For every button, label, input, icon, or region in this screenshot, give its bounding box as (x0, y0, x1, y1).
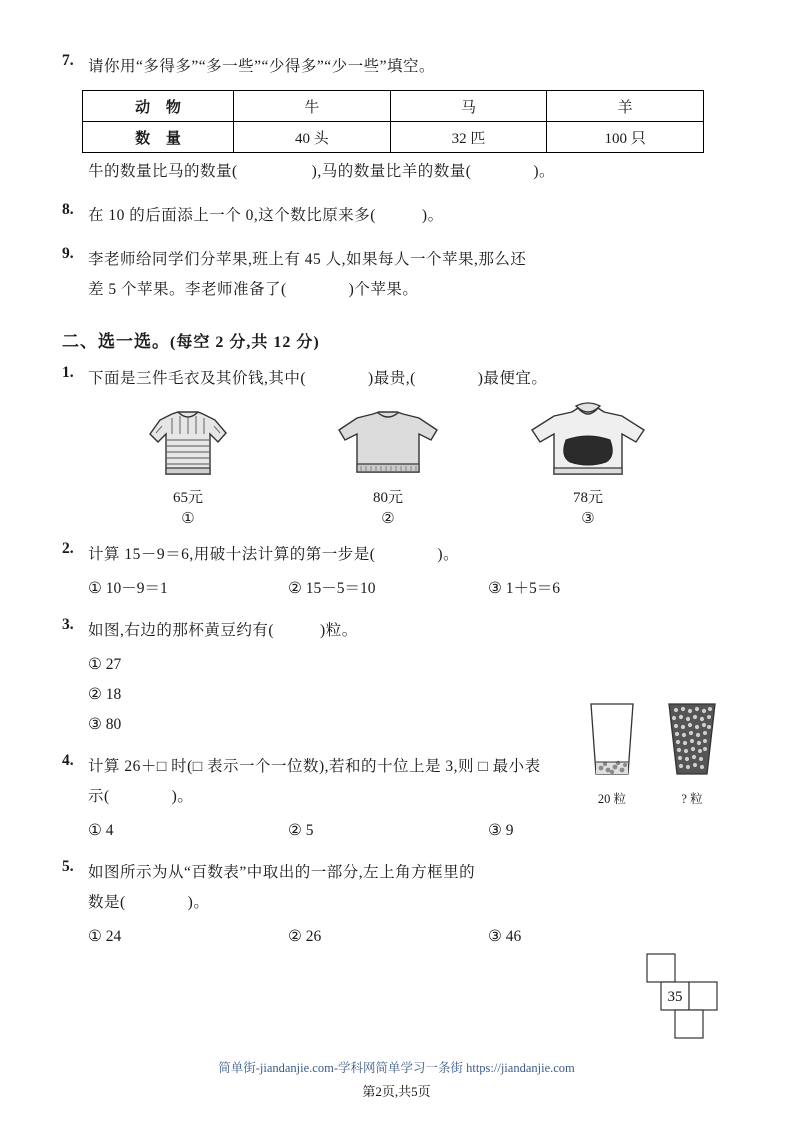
choice-5-options (88, 922, 688, 952)
choice-2-options (88, 574, 688, 604)
option-item[interactable]: ② 18 (88, 686, 122, 703)
option-item[interactable]: ③ 9 (488, 822, 514, 839)
question-9 (62, 245, 735, 305)
choice-4-options (88, 816, 688, 846)
choice-1-text-a: 下面是三件毛衣及其价钱,其中( (88, 370, 307, 387)
hundred-chart-fragment (645, 952, 731, 1049)
table-cell-sheep-value: 100 只 (547, 122, 704, 153)
table-cell-cow-value: 40 头 (234, 122, 391, 153)
option-item[interactable]: ① 27 (88, 656, 122, 673)
choice-5-line2-b: )。 (187, 894, 210, 911)
question-9-line2-b: )个苹果。 (348, 281, 419, 298)
footer-site: 简单街-jiandanjie.com-学科网简单学习一条街 https://jiandanjie.com (218, 1061, 575, 1075)
question-8 (62, 201, 735, 231)
choice-2-text-b: )。 (437, 546, 460, 563)
table-cell-col-cow: 牛 (234, 91, 391, 122)
glass-right (663, 700, 721, 807)
choice-1-text-b: )最贵,( (368, 370, 416, 387)
option-item[interactable]: ① 24 (88, 928, 122, 945)
choice-3-text-b: )粒。 (320, 622, 358, 639)
question-7 (62, 52, 735, 82)
choice-2-number: 2. (62, 540, 74, 557)
question-9-line2 (88, 275, 735, 305)
sweater-index-2: ② (381, 511, 395, 527)
footer-pageno: 第2页,共5页 (362, 1084, 431, 1099)
table-cell-col-horse: 马 (390, 91, 547, 122)
question-7-fill-line (88, 157, 735, 187)
question-7-sentence-a: 牛的数量比马的数量( (88, 163, 238, 180)
sweater-icon (88, 400, 288, 480)
option-item[interactable]: ③ 46 (488, 928, 522, 945)
choice-5-line2-a: 数是( (88, 894, 126, 911)
option-item[interactable]: ② 15－5＝10 (288, 580, 376, 597)
table-cell-animal-label: 动 物 (83, 91, 234, 122)
table-row-header (83, 91, 704, 122)
option-item[interactable]: ② 26 (288, 928, 322, 945)
sweater-index-3: ③ (581, 511, 595, 527)
question-7-text: 请你用“多得多”“多一些”“少得多”“少一些”填空。 (88, 58, 436, 75)
option-item[interactable]: ③ 80 (88, 716, 122, 733)
choice-1-text-c: )最便宜。 (477, 370, 548, 387)
sweater-index-1: ① (181, 511, 195, 527)
question-7-sentence-c: )。 (533, 163, 556, 180)
choice-2 (62, 540, 735, 570)
choice-4-line2-b: )。 (171, 788, 194, 805)
sweater-icon (288, 400, 488, 480)
question-8-number: 8. (62, 201, 74, 218)
choice-4-number: 4. (62, 752, 74, 769)
choice-4-line2-a: 示( (88, 788, 110, 805)
choice-5-number: 5. (62, 858, 74, 875)
sweater-item-1 (88, 400, 288, 528)
glass-right-label: ? 粒 (681, 792, 703, 806)
choice-4-line1: 计算 26＋□ 时(□ 表示一个一位数),若和的十位上是 3,则 □ 最小表 (88, 758, 541, 775)
table-row-values (83, 122, 704, 153)
glass-left-label: 20 粒 (597, 792, 627, 806)
sweater-price-2: 80元 (372, 490, 403, 506)
question-9-line2-a: 差 5 个苹果。李老师准备了( (88, 281, 287, 298)
sweater-item-3 (488, 400, 688, 528)
sweater-images (88, 400, 688, 528)
choice-3-number: 3. (62, 616, 74, 633)
question-7-number: 7. (62, 52, 74, 69)
option-item[interactable]: ① 4 (88, 822, 114, 839)
choice-5-line1: 如图所示为从“百数表”中取出的一部分,左上角方框里的 (88, 864, 476, 881)
sweater-icon (488, 400, 688, 480)
section-2-subtitle: (每空 2 分,共 12 分) (170, 334, 320, 351)
glass-left (583, 700, 641, 807)
option-item[interactable]: ③ 1＋5＝6 (488, 580, 561, 597)
question-8-text-b: )。 (421, 207, 444, 224)
section-2-heading (62, 327, 735, 352)
choice-1 (62, 364, 735, 394)
option-item[interactable]: ② 5 (288, 822, 314, 839)
question-8-text-a: 在 10 的后面添上一个 0,这个数比原来多( (88, 207, 376, 224)
choice-2-text-a: 计算 15－9＝6,用破十法计算的第一步是( (88, 546, 376, 563)
choice-3 (62, 616, 735, 646)
table-cell-horse-value: 32 匹 (390, 122, 547, 153)
beans-illustration (583, 700, 721, 807)
animal-table (82, 90, 704, 153)
table-cell-quantity-label: 数 量 (83, 122, 234, 153)
sweater-price-3: 78元 (572, 490, 603, 506)
question-9-line1: 李老师给同学们分苹果,班上有 45 人,如果每人一个苹果,那么还 (88, 251, 527, 268)
question-9-number: 9. (62, 245, 74, 262)
table-cell-col-sheep: 羊 (547, 91, 704, 122)
section-2-title: 二、选一选。 (62, 332, 170, 351)
choice-3-text-a: 如图,右边的那杯黄豆约有( (88, 622, 275, 639)
sweater-price-1: 65元 (172, 490, 203, 506)
question-7-sentence-b: ),马的数量比羊的数量( (311, 163, 472, 180)
choice-1-number: 1. (62, 364, 74, 381)
page-footer (0, 1058, 793, 1100)
choice-5-line2 (88, 888, 735, 918)
option-item[interactable]: ① 10－9＝1 (88, 580, 168, 597)
hundred-chart-value: 35 (667, 989, 683, 1005)
choice-5 (62, 858, 735, 918)
sweater-item-2 (288, 400, 488, 528)
